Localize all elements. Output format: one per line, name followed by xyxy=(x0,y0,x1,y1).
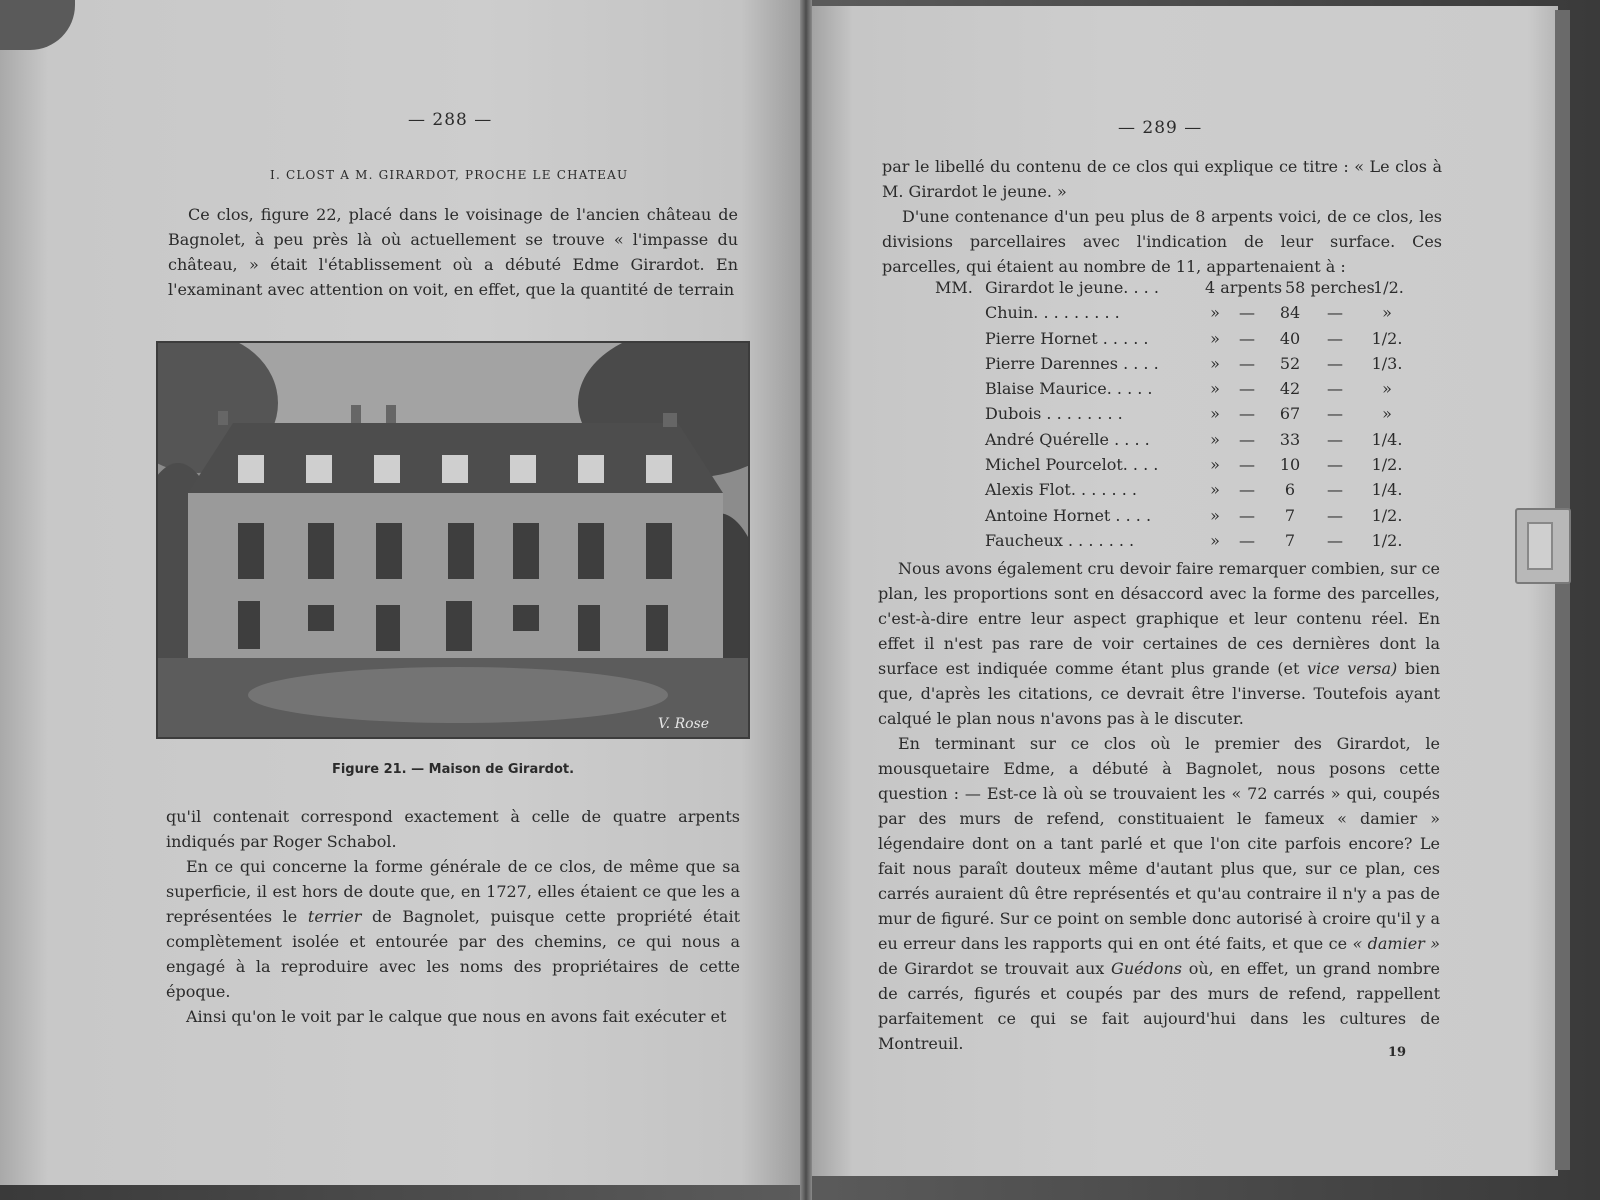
plot-dash: — xyxy=(1239,379,1255,399)
plot-dash: — xyxy=(1327,303,1343,323)
left-para-3-b: de Bagnolet, puisque cette propriété était complètement isolée et entourée par des chemins, ce qui nous a engagé à la reproduire avec les noms des propriétaires de cette époque. xyxy=(166,907,740,1001)
plot-dash: — xyxy=(1327,353,1343,373)
plot-perches: 40 xyxy=(1279,328,1301,348)
section-title: I. CLOST A M. GIRARDOT, PROCHE LE CHATEAU xyxy=(270,168,629,182)
plot-arpents: » xyxy=(1210,480,1220,500)
plot-dash: — xyxy=(1239,303,1255,323)
left-para-3-em: terrier xyxy=(307,907,362,926)
plot-dash: — xyxy=(1327,379,1343,399)
plot-fraction: 1/4. xyxy=(1371,429,1403,449)
left-para-2: qu'il contenait correspond exactement à celle de quatre arpents indiqués par Roger Schabol. xyxy=(166,807,740,851)
plot-row xyxy=(935,430,1435,455)
plot-perches: 7 xyxy=(1284,505,1296,525)
page-number-right: — 289 — xyxy=(1118,118,1203,138)
plot-perches: 42 xyxy=(1279,379,1301,399)
right-text-top xyxy=(882,154,1442,279)
plots-table xyxy=(935,278,1435,556)
plot-arpents: » xyxy=(1210,455,1220,475)
plot-arpents: 4 arpents xyxy=(1205,278,1283,297)
plot-perches: 10 xyxy=(1279,455,1301,475)
house-engraving xyxy=(156,341,750,739)
plot-owner: Blaise Maurice. . . . . xyxy=(985,379,1153,399)
right-para-4 xyxy=(878,731,1440,1056)
plot-fraction: 1/2. xyxy=(1371,530,1403,550)
plot-owner: Faucheux . . . . . . . xyxy=(985,530,1135,550)
plot-dash: — xyxy=(1239,455,1255,475)
plot-perches: 6 xyxy=(1284,480,1296,500)
page-number-left: — 288 — xyxy=(408,110,493,130)
plot-perches: 33 xyxy=(1279,429,1301,449)
plot-owner: Dubois . . . . . . . . xyxy=(985,404,1123,424)
plot-dash: — xyxy=(1239,480,1255,500)
sheet-signature: 19 xyxy=(1388,1045,1407,1060)
plot-row xyxy=(935,329,1435,354)
left-text-bottom xyxy=(166,804,740,1029)
right-para-3 xyxy=(878,556,1440,731)
plot-dash: — xyxy=(1327,455,1343,475)
plot-owner: Pierre Hornet . . . . . xyxy=(985,328,1149,348)
plot-row xyxy=(935,480,1435,505)
plot-fraction: 1/3. xyxy=(1371,353,1403,373)
plot-perches: 84 xyxy=(1279,303,1301,323)
plot-prefix: MM. xyxy=(935,278,973,297)
plot-perches: 7 xyxy=(1284,530,1296,550)
plot-fraction: 1/2. xyxy=(1371,328,1403,348)
engraver-signature: V. Rose xyxy=(658,716,710,732)
plot-fraction: » xyxy=(1382,404,1392,424)
plot-owner: André Quérelle . . . . xyxy=(985,429,1150,449)
plot-dash: — xyxy=(1327,429,1343,449)
left-para-4: Ainsi qu'on le voit par le calque que nous en avons fait exécuter et xyxy=(186,1007,727,1026)
plot-owner: Chuin. . . . . . . . . xyxy=(985,303,1120,323)
right-para-4-em2: Guédons xyxy=(1111,959,1182,978)
plot-arpents: » xyxy=(1210,353,1220,373)
plot-dash: — xyxy=(1239,353,1255,373)
right-para-3-b: bien que, d'après les citations, ce devrait être l'inverse. Toutefois ayant calqué le plan nous n'avons pas à le discuter. xyxy=(878,659,1441,728)
plot-dash: — xyxy=(1239,530,1255,550)
plot-arpents: » xyxy=(1210,328,1220,348)
left-para-1: Ce clos, figure 22, placé dans le voisinage de l'ancien château de Bagnolet, à peu près là où actuellement se trouve « l'impasse du château, » était l'établissement où a débuté Edme Girardot. En l'examinant avec attention on voit, en effet, que la quantité de terrain xyxy=(168,205,738,299)
plot-fraction: 1/4. xyxy=(1371,480,1403,500)
plot-row xyxy=(935,354,1435,379)
plot-owner: Girardot le jeune. . . . xyxy=(985,278,1159,297)
right-para-1: par le libellé du contenu de ce clos qui explique ce titre : « Le clos à M. Girardot le jeune. » xyxy=(882,157,1442,201)
plot-fraction: 1/2. xyxy=(1371,505,1403,525)
page-edge xyxy=(1555,10,1570,1170)
plot-arpents: » xyxy=(1210,404,1220,424)
left-text-top xyxy=(168,202,738,302)
plot-row xyxy=(935,531,1435,556)
book-gutter xyxy=(800,0,812,1200)
plot-dash: — xyxy=(1327,530,1343,550)
plot-dash: — xyxy=(1239,328,1255,348)
plot-dash: — xyxy=(1327,328,1343,348)
plot-row xyxy=(935,404,1435,429)
plot-arpents: » xyxy=(1210,303,1220,323)
house-engraving-svg xyxy=(158,343,748,737)
plot-owner: Antoine Hornet . . . . xyxy=(985,505,1152,525)
right-para-4-em1: « damier » xyxy=(1352,934,1441,953)
plot-row xyxy=(935,455,1435,480)
plot-dash: — xyxy=(1239,505,1255,525)
plot-dash: — xyxy=(1239,404,1255,424)
left-para-3 xyxy=(166,854,740,1004)
right-para-3-em: vice versa) xyxy=(1307,659,1398,678)
plot-arpents: » xyxy=(1210,530,1220,550)
plot-perches: 52 xyxy=(1279,353,1301,373)
binder-clip-inner xyxy=(1527,522,1553,570)
plot-row xyxy=(935,379,1435,404)
right-para-4-a: En terminant sur ce clos où le premier des Girardot, le mousquetaire Edme, a débuté à Bagnolet, nous posons cette question : — Est-ce là où se trouvaient les « 72 carrés » qui, coupés par des murs de refend, constituaient le fameux « damier » légendaire dont on a tant parlé et que l'on cite parfois encore? Le fait nous paraît douteux même d'autant plus que, sur ce plan, ces carrés auraient dû être représentés et qu'au contraire il n'y a pas de mur de figuré. Sur ce point on semble donc autorisé à croire qu'il y a eu erreur dans les rapports qui en ont été faits, et que ce xyxy=(878,734,1440,953)
plot-fraction: » xyxy=(1382,379,1392,399)
plot-owner: Michel Pourcelot. . . . xyxy=(985,455,1159,475)
right-para-3-a: Nous avons également cru devoir faire remarquer combien, sur ce plan, les proportions sont en désaccord avec la forme des parcelles, c'est-à-dire entre leur aspect graphique et leur contenu réel. En effet il n'est pas rare de voir certaines de ces dernières dont la surface est indiquée comme étant plus grande (et xyxy=(878,559,1440,678)
plot-dash: — xyxy=(1327,480,1343,500)
plot-row xyxy=(935,278,1435,303)
plot-arpents: » xyxy=(1210,429,1220,449)
plot-fraction: 1/2. xyxy=(1371,455,1403,475)
plot-fraction: 1/2. xyxy=(1373,278,1404,297)
plot-dash: — xyxy=(1327,404,1343,424)
right-para-4-b: de Girardot se trouvait aux xyxy=(878,959,1112,978)
right-para-4-c: où, en effet, un grand nombre de carrés, figurés et coupés par des murs de refend, rappellent parfaitement ce qui se fait aujourd'hui dans les cultures de Montreuil. xyxy=(878,959,1440,1053)
plot-arpents: » xyxy=(1210,505,1220,525)
left-para-3-a: En ce qui concerne la forme générale de ce clos, de même que sa superficie, il est hors de doute que, en 1727, elles étaient ce que les a représentées le xyxy=(166,857,740,926)
right-para-2: D'une contenance d'un peu plus de 8 arpents voici, de ce clos, les divisions parcellaires avec l'indication de leur surface. Ces parcelles, qui étaient au nombre de 11, appartenaient à : xyxy=(882,207,1442,276)
plot-perches: 67 xyxy=(1279,404,1301,424)
plot-row xyxy=(935,303,1435,328)
figure-caption: Figure 21. — Maison de Girardot. xyxy=(331,762,575,777)
plot-perches: 58 perches xyxy=(1285,278,1375,297)
plot-arpents: » xyxy=(1210,379,1220,399)
plot-dash: — xyxy=(1239,429,1255,449)
plot-row xyxy=(935,506,1435,531)
right-text-bottom xyxy=(878,556,1440,1056)
plot-fraction: » xyxy=(1382,303,1392,323)
binder-clip xyxy=(1515,508,1571,584)
plot-dash: — xyxy=(1327,505,1343,525)
plot-owner: Alexis Flot. . . . . . . xyxy=(985,480,1137,500)
plot-owner: Pierre Darennes . . . . xyxy=(985,353,1159,373)
